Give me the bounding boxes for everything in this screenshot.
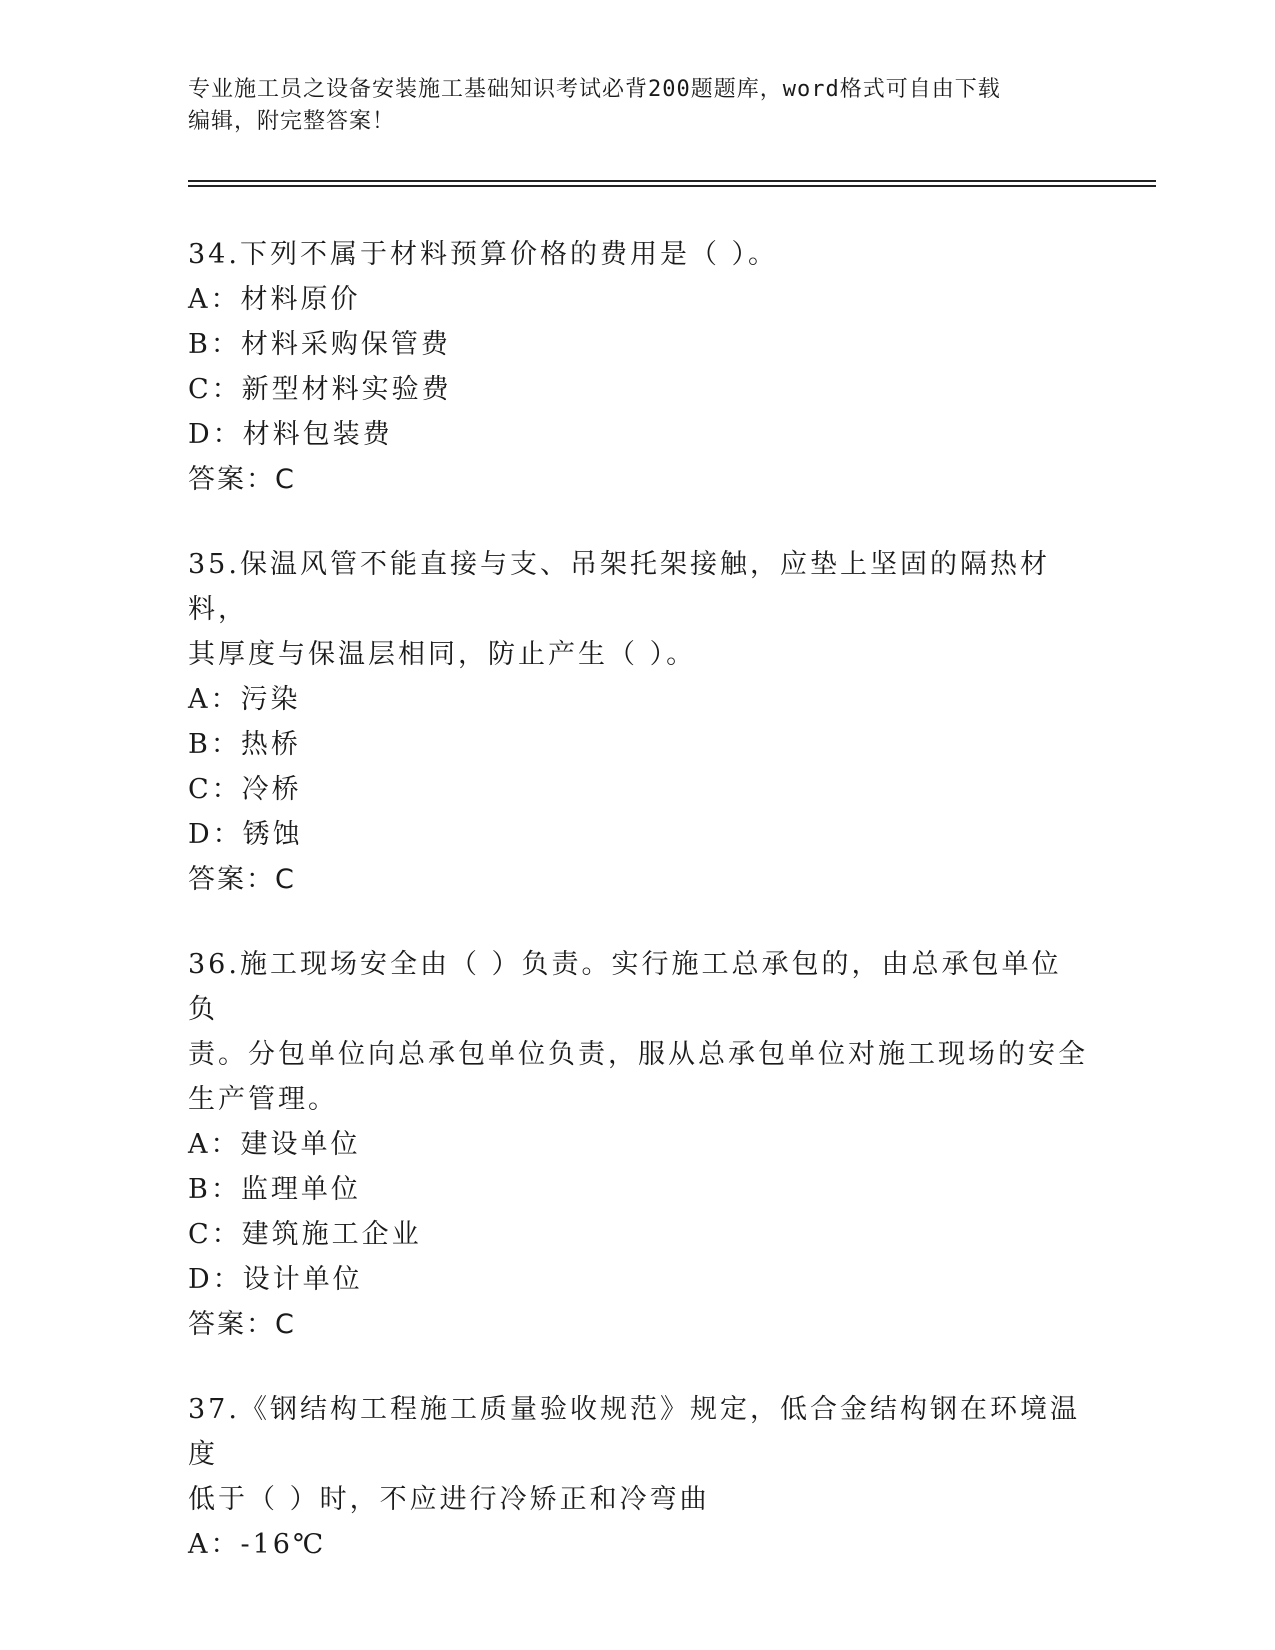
option-b: B：热桥 — [188, 729, 301, 760]
question-stem: 37.《钢结构工程施工质量验收规范》规定，低合金结构钢在环境温度 — [188, 1394, 1080, 1470]
document-header — [188, 74, 1088, 138]
question-stem: 生产管理。 — [188, 1084, 338, 1115]
answer-line: 答案：C — [188, 464, 296, 495]
question-36 — [188, 942, 1088, 1347]
question-list — [188, 232, 1088, 1607]
option-a: A：-16℃ — [188, 1529, 327, 1560]
answer-line: 答案：C — [188, 1309, 296, 1340]
header-title-line-2: 编辑，附完整答案！ — [188, 109, 396, 134]
header-title-line-1: 专业施工员之设备安装施工基础知识考试必背200题题库，word格式可自由下载 — [188, 77, 1001, 102]
question-stem: 34.下列不属于材料预算价格的费用是（ ）。 — [188, 239, 779, 270]
header-divider-bottom — [188, 185, 1156, 187]
option-b: B：监理单位 — [188, 1174, 361, 1205]
option-a: A：建设单位 — [188, 1129, 361, 1160]
question-stem: 35.保温风管不能直接与支、吊架托架接触，应垫上坚固的隔热材料， — [188, 549, 1050, 625]
option-c: C：新型材料实验费 — [188, 374, 452, 405]
option-b: B：材料采购保管费 — [188, 329, 451, 360]
option-d: D：锈蚀 — [188, 819, 303, 850]
option-d: D：材料包装费 — [188, 419, 393, 450]
option-c: C：建筑施工企业 — [188, 1219, 422, 1250]
question-stem: 低于（ ）时，不应进行冷矫正和冷弯曲 — [188, 1484, 710, 1515]
question-37 — [188, 1387, 1088, 1567]
question-stem: 其厚度与保温层相同，防止产生（ ）。 — [188, 639, 697, 670]
answer-line: 答案：C — [188, 864, 296, 895]
option-a: A：材料原价 — [188, 284, 361, 315]
option-c: C：冷桥 — [188, 774, 302, 805]
question-35 — [188, 542, 1088, 902]
option-d: D：设计单位 — [188, 1264, 363, 1295]
question-stem: 36.施工现场安全由（ ）负责。实行施工总承包的，由总承包单位负 — [188, 949, 1062, 1025]
header-divider-top — [188, 180, 1156, 182]
option-a: A：污染 — [188, 684, 301, 715]
question-stem: 责。分包单位向总承包单位负责，服从总承包单位对施工现场的安全 — [188, 1039, 1088, 1070]
question-34 — [188, 232, 1088, 502]
